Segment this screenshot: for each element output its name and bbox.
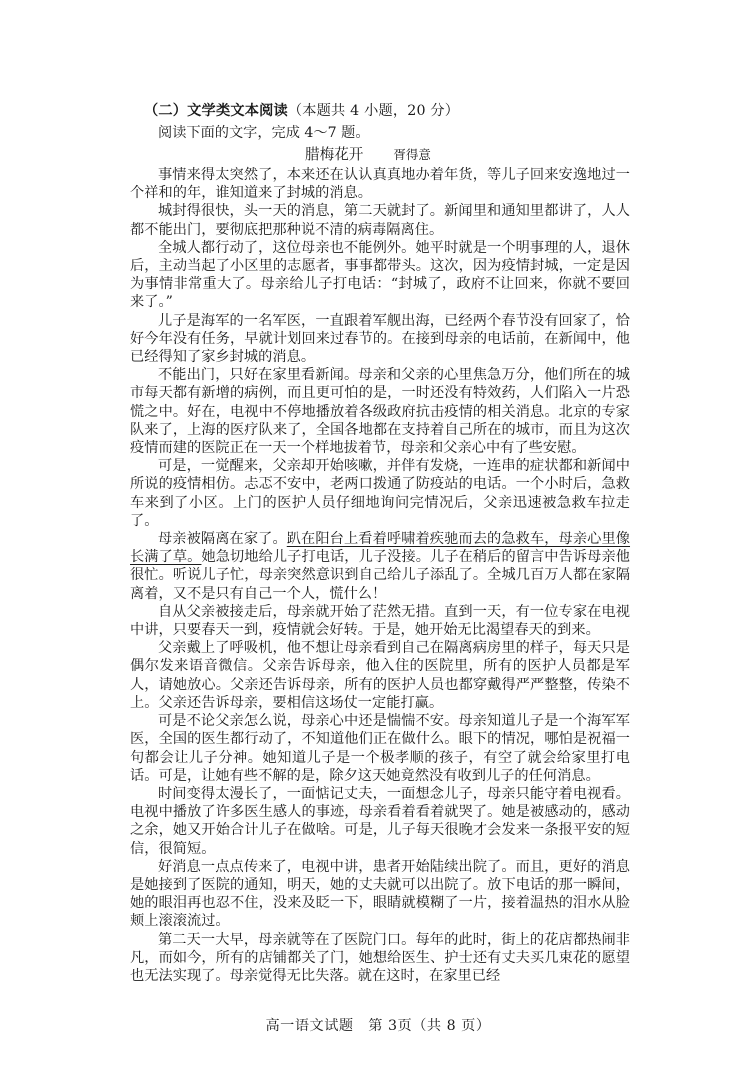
paragraph-4: 儿子是海军的一名军医，一直跟着军舰出海，已经两个春节没有回家了，恰好今年没有任务，早就计划回来过春节的。在接到母亲的电话前，在新闻中，他已经得知了家乡封城的消息。	[130, 312, 630, 366]
story-title: 腊梅花开	[305, 146, 364, 163]
section-heading	[144, 100, 630, 122]
paragraph-13: 第二天一大早，母亲就等在了医院门口。每年的此时，街上的花店都热闹非凡，而如今，所有的店铺都关了门，她想给医生、护士还有丈夫买几束花的愿望也无法实现了。母亲觉得无比失落。就在这时，在家里已经	[130, 931, 630, 984]
paragraph-10: 可是不论父亲怎么说，母亲心中还是惴惴不安。母亲知道儿子是一个海军军医，全国的医生都行动了，不知道他们正在做什么。眼下的情况，哪怕是祝福一句都会让儿子分神。她知道儿子是一个极孝顺的孩子，有空了就会给家里打电话。可是，让她有些不解的是，除夕这天她竟然没有收到儿子的任何消息。	[130, 713, 630, 784]
paragraph-7-lead: 母亲被隔离在家了。	[158, 531, 287, 548]
story-author: 胥得意	[393, 147, 431, 162]
page-footer: 高一语文试题 第 3页（共 8 页）	[265, 1018, 491, 1034]
paragraph-7-tail: 她急切地给儿子打电话，儿子没接。儿子在稍后的留言中告诉母亲他很忙。听说儿子忙，母亲突然意识到自己给儿子添乱了。全城几百万人都在家隔离着，又不是只有自己一个人，慌什么！	[130, 549, 630, 602]
score-note: （本题共 4 小题，20 分）	[287, 103, 460, 119]
paragraph-11: 时间变得太漫长了，一面惦记丈夫，一面想念儿子，母亲只能守着电视看。电视中播放了许多医生感人的事迹，母亲看着看着就哭了。她是被感动的，感动之余，她又开始合计儿子在做啥。可是，儿子每天很晚才会发来一条报平安的短信，很简短。	[130, 785, 630, 857]
paragraph-2: 城封得很快，头一天的消息，第二天就封了。新闻里和通知里都讲了，人人都不能出门，要彻底把那种说不清的病毒隔离住。	[130, 203, 630, 238]
section-title: （二）文学类文本阅读	[144, 103, 288, 119]
paragraph-9: 父亲戴上了呼吸机，他不想让母亲看到自己在隔离病房里的样子，每天只是偶尔发来语音微信。父亲告诉母亲，他入住的医院里，所有的医护人员都是军人，请她放心。父亲还告诉母亲，所有的医护人员也都穿戴得严严整整，传染不上。父亲还告诉母亲，要相信这场仗一定能打赢。	[130, 640, 630, 711]
paragraph-12: 好消息一点点传来了，电视中讲，患者开始陆续出院了。而且，更好的消息是她接到了医院的通知，明天，她的丈夫就可以出院了。放下电话的那一瞬间，她的眼泪再也忍不住，没来及眨一下，眼睛就模糊了一片，接着温热的泪水从脸颊上滚滚流过。	[130, 858, 630, 930]
story-title-line	[130, 144, 630, 166]
paragraph-5: 不能出门，只好在家里看新闻。母亲和父亲的心里焦急万分，他们所在的城市每天都有新增的病例，而且更可怕的是，一时还没有特效药，人们陷入一片恐慌之中。好在，电视中不停地播放着各级政府抗击疫情的相关消息。北京的专家队来了，上海的医疗队来了，全国各地都在支持着自己所在的城市，而且为这次疫情而建的医院正在一天一个样地拔着节，母亲和父亲心中有了些安慰。	[130, 367, 630, 457]
paragraph-8: 自从父亲被接走后，母亲就开始了茫然无措。直到一天，有一位专家在电视中讲，只要春天一到，疫情就会好转。于是，她开始无比渴望春天的到来。	[130, 603, 630, 639]
reading-instruction: 阅读下面的文字，完成 4～7 题。	[158, 125, 370, 141]
paragraph-1: 事情来得太突然了，本来还在认认真真地办着年货，等儿子回来安逸地过一个祥和的年，谁知道来了封城的消息。	[130, 167, 630, 202]
paragraph-7	[130, 530, 630, 603]
reading-section	[130, 100, 630, 985]
paragraph-6: 可是，一觉醒来，父亲却开始咳嗽，并伴有发烧，一连串的症状都和新闻中所说的疫情相仿。忐忑不安中，老两口拨通了防疫站的电话。一个小时后，急救车来到了小区。上门的医护人员仔细地询问完情况后，父亲迅速被急救车拉走了。	[130, 458, 630, 529]
paragraph-3: 全城人都行动了，这位母亲也不能例外。她平时就是一个明事理的人，退休后，主动当起了小区里的志愿者，事事都带头。这次，因为疫情封城，一定是因为事情非常重大了。母亲给儿子打电话：“封城了，政府不让回来，你就不要回来了。”	[130, 239, 630, 311]
underlined-sentence: 趴在阳台上看着呼啸着疾驰而去的急救车，母亲心里像长满了草。	[130, 531, 631, 566]
